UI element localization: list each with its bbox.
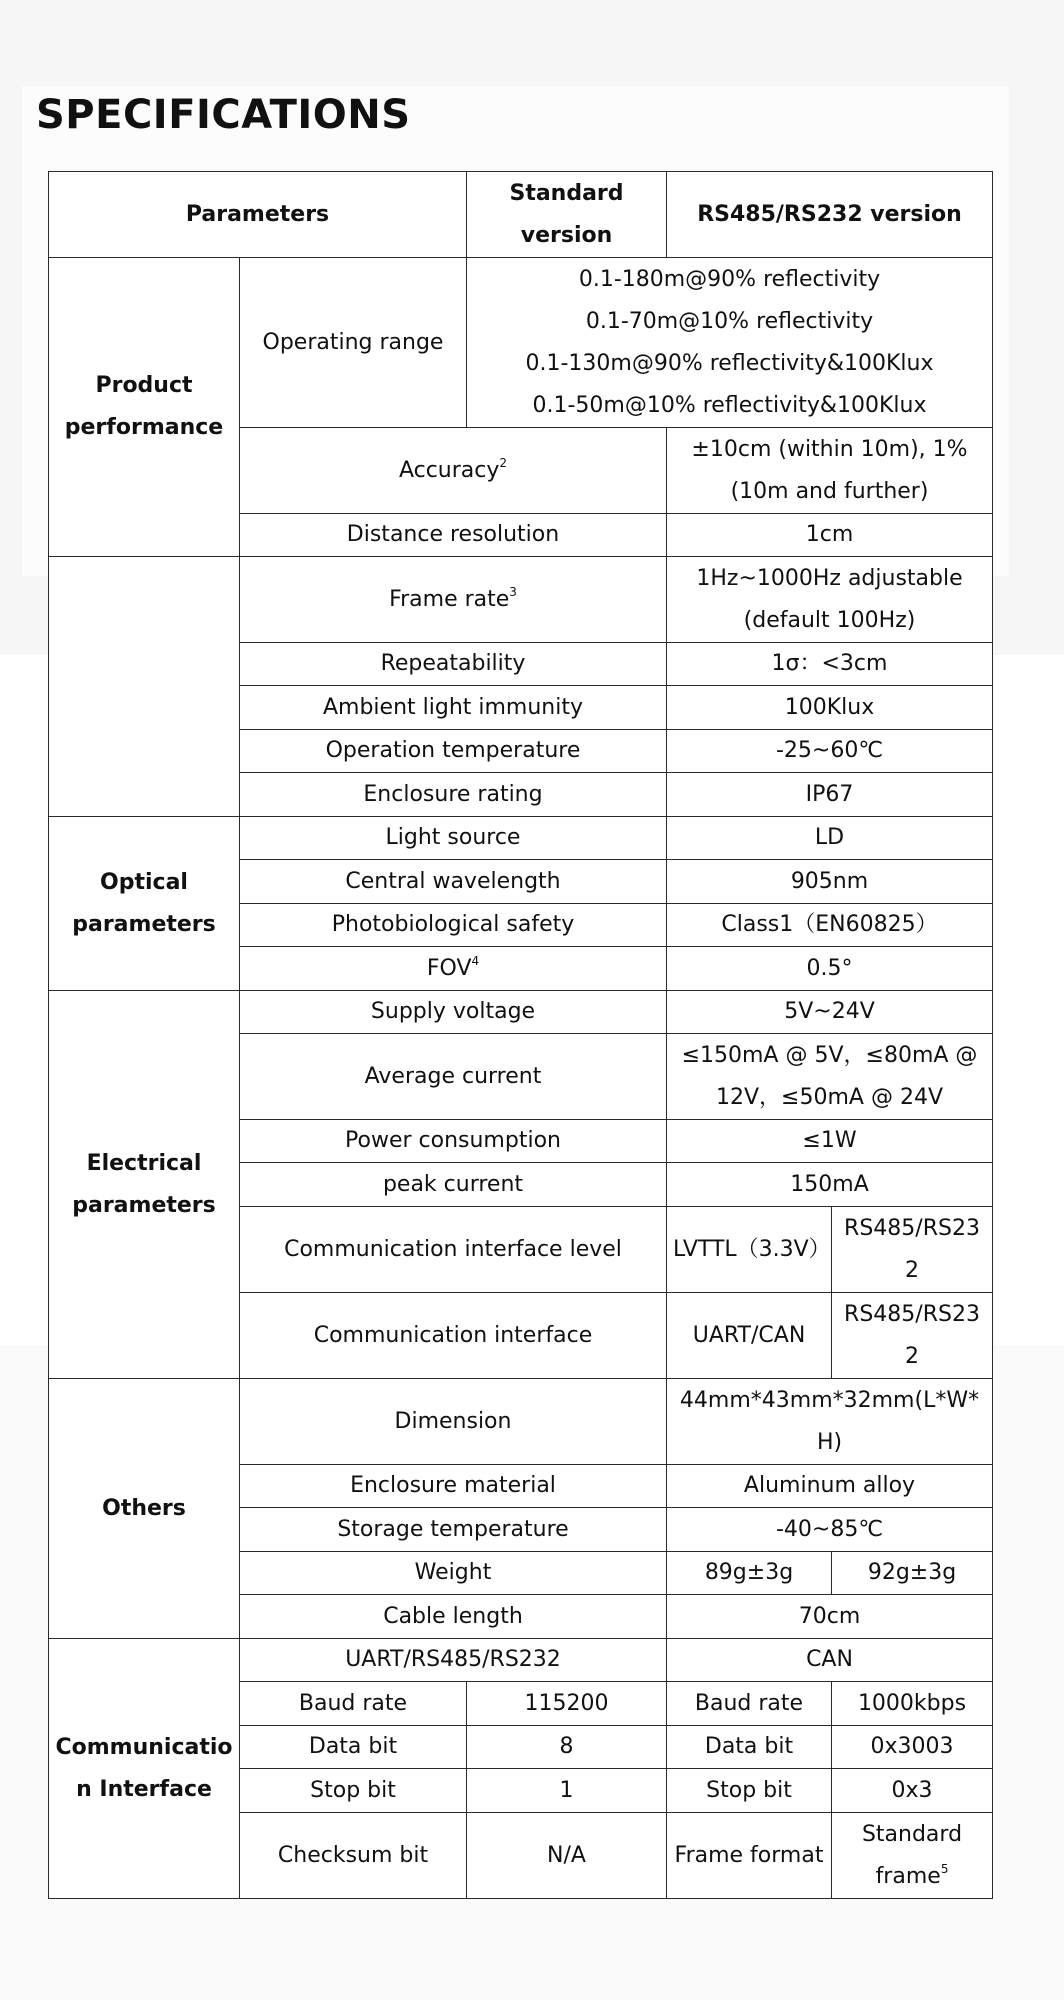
value-weight-standard: 89g±3g [667, 1552, 832, 1595]
group-optical-parameters: Optical parameters [49, 817, 240, 991]
value-accuracy: ±10cm (within 10m), 1% (10m and further) [667, 428, 993, 514]
value-central-wavelength: 905nm [667, 860, 993, 904]
value-peak-current: 150mA [667, 1163, 993, 1207]
table-row [49, 817, 993, 860]
value-interface-level-rs: RS485/RS232 [832, 1207, 993, 1293]
uart-label: Baud rate [240, 1682, 467, 1726]
label-cable-length: Cable length [240, 1595, 667, 1639]
label-text: Accuracy [398, 457, 500, 483]
footnote-mark: 5 [940, 1861, 949, 1876]
value-storage-temperature: -40~85℃ [667, 1508, 993, 1552]
group-blank [49, 557, 240, 817]
uart-label: Stop bit [240, 1769, 467, 1813]
label-communication-interface: Communication interface [240, 1293, 667, 1379]
label-ambient-light-immunity: Ambient light immunity [240, 686, 667, 730]
footnote-mark: 3 [509, 584, 517, 599]
label-enclosure-rating: Enclosure rating [240, 773, 667, 817]
label-average-current: Average current [240, 1034, 667, 1120]
uart-label: Checksum bit [240, 1813, 467, 1899]
label-peak-current: peak current [240, 1163, 667, 1207]
group-product-performance: Product performance [49, 258, 240, 557]
specifications-table [48, 171, 993, 1899]
operating-range-line: 0.1-50m@10% reflectivity&100Klux [532, 392, 927, 418]
uart-label: Data bit [240, 1726, 467, 1769]
label-fov [240, 947, 667, 991]
label-text: FOV [426, 955, 472, 981]
value-cable-length: 70cm [667, 1595, 993, 1639]
label-frame-rate [240, 557, 667, 643]
value-interface-level-standard: LVTTL（3.3V） [667, 1207, 832, 1293]
table-row [49, 1639, 993, 1682]
label-distance-resolution: Distance resolution [240, 514, 667, 557]
table-row [49, 1379, 993, 1465]
uart-value: N/A [467, 1813, 667, 1899]
value-operating-range [467, 258, 993, 428]
value-enclosure-material: Aluminum alloy [667, 1465, 993, 1508]
label-enclosure-material: Enclosure material [240, 1465, 667, 1508]
value-power-consumption: ≤1W [667, 1120, 993, 1163]
group-communication-interface: Communication Interface [49, 1639, 240, 1899]
can-label: Baud rate [667, 1682, 832, 1726]
value-ambient-light-immunity: 100Klux [667, 686, 993, 730]
can-value [832, 1813, 993, 1899]
header-rs-version: RS485/RS232 version [667, 172, 993, 258]
value-weight-rs: 92g±3g [832, 1552, 993, 1595]
label-supply-voltage: Supply voltage [240, 991, 667, 1034]
can-label: Frame format [667, 1813, 832, 1899]
label-light-source: Light source [240, 817, 667, 860]
operating-range-line: 0.1-130m@90% reflectivity&100Klux [525, 350, 934, 376]
label-accuracy [240, 428, 667, 514]
uart-header: UART/RS485/RS232 [240, 1639, 667, 1682]
can-value: 0x3003 [832, 1726, 993, 1769]
header-standard-version: Standard version [467, 172, 667, 258]
operating-range-line: 0.1-70m@10% reflectivity [585, 308, 874, 334]
value-average-current: ≤150mA @ 5V，≤80mA @ 12V，≤50mA @ 24V [667, 1034, 993, 1120]
value-fov: 0.5° [667, 947, 993, 991]
can-header: CAN [667, 1639, 993, 1682]
value-repeatability: 1σ：<3cm [667, 643, 993, 686]
uart-value: 115200 [467, 1682, 667, 1726]
group-electrical-parameters: Electrical parameters [49, 991, 240, 1379]
uart-value: 1 [467, 1769, 667, 1813]
table-header-row [49, 172, 993, 258]
table-row [49, 258, 993, 428]
value-text: Standard frame [861, 1821, 963, 1889]
label-text: Frame rate [389, 586, 510, 612]
uart-value: 8 [467, 1726, 667, 1769]
value-frame-rate: 1Hz~1000Hz adjustable (default 100Hz) [667, 557, 993, 643]
value-operation-temperature: -25~60℃ [667, 730, 993, 773]
label-central-wavelength: Central wavelength [240, 860, 667, 904]
can-value: 1000kbps [832, 1682, 993, 1726]
footnote-mark: 2 [499, 455, 508, 470]
group-others: Others [49, 1379, 240, 1639]
value-interface-standard: UART/CAN [667, 1293, 832, 1379]
page-title: SPECIFICATIONS [36, 92, 411, 138]
label-photobiological-safety: Photobiological safety [240, 904, 667, 947]
table-row [49, 991, 993, 1034]
can-label: Stop bit [667, 1769, 832, 1813]
value-supply-voltage: 5V~24V [667, 991, 993, 1034]
footnote-mark: 4 [471, 953, 480, 968]
can-value: 0x3 [832, 1769, 993, 1813]
label-dimension: Dimension [240, 1379, 667, 1465]
value-interface-rs: RS485/RS232 [832, 1293, 993, 1379]
label-weight: Weight [240, 1552, 667, 1595]
label-operation-temperature: Operation temperature [240, 730, 667, 773]
label-storage-temperature: Storage temperature [240, 1508, 667, 1552]
value-enclosure-rating: IP67 [667, 773, 993, 817]
operating-range-line: 0.1-180m@90% reflectivity [578, 266, 881, 292]
table-row [49, 557, 993, 643]
header-parameters: Parameters [49, 172, 467, 258]
label-power-consumption: Power consumption [240, 1120, 667, 1163]
value-distance-resolution: 1cm [667, 514, 993, 557]
value-light-source: LD [667, 817, 993, 860]
value-photobiological-safety: Class1（EN60825） [667, 904, 993, 947]
label-operating-range: Operating range [240, 258, 467, 428]
label-communication-interface-level: Communication interface level [240, 1207, 667, 1293]
label-repeatability: Repeatability [240, 643, 667, 686]
can-label: Data bit [667, 1726, 832, 1769]
value-dimension: 44mm*43mm*32mm(L*W*H) [667, 1379, 993, 1465]
